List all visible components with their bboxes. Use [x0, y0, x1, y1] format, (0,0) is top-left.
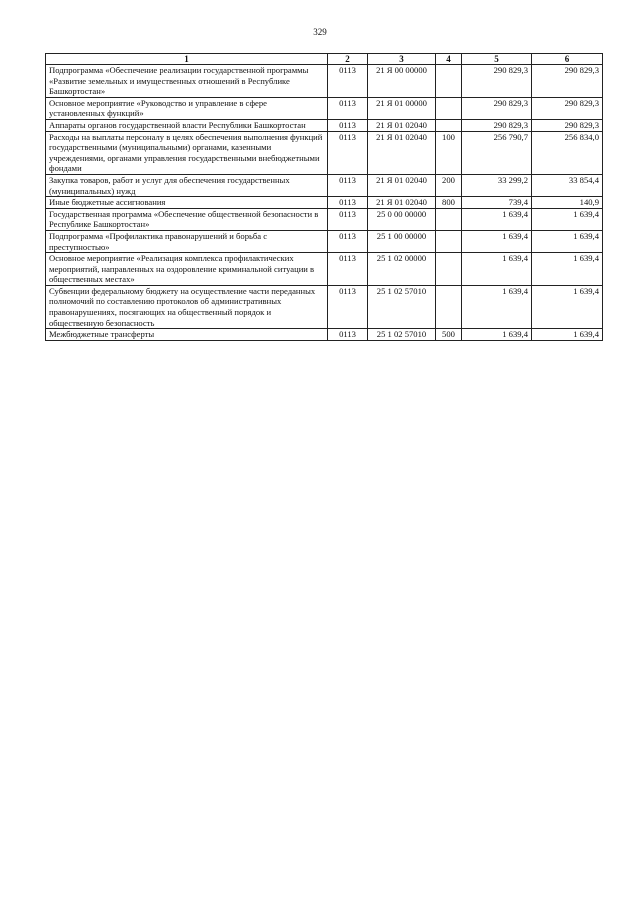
row-name: Подпрограмма «Профилактика правонарушений и борьба с преступностью»	[46, 230, 328, 252]
row-name: Аппараты органов государственной власти Республики Башкортостан	[46, 119, 328, 131]
header-col-5: 5	[462, 54, 532, 65]
budget-table	[45, 53, 603, 341]
header-col-3: 3	[368, 54, 436, 65]
row-year2: 290 829,3	[532, 97, 603, 119]
table-row	[46, 174, 603, 196]
table-row	[46, 131, 603, 174]
row-target: 21 Я 01 02040	[368, 197, 436, 209]
row-section: 0113	[328, 329, 368, 341]
row-name: Межбюджетные трансферты	[46, 329, 328, 341]
row-expense-type	[436, 65, 462, 98]
row-expense-type	[436, 230, 462, 252]
table-row	[46, 285, 603, 328]
row-target: 21 Я 01 02040	[368, 119, 436, 131]
row-expense-type	[436, 208, 462, 230]
row-name: Расходы на выплаты персоналу в целях обеспечения выполнения функций государственными (муниципальными) органами, казенными учреждениями, органами управления государственными внебюджетными фондами	[46, 131, 328, 174]
row-section: 0113	[328, 174, 368, 196]
row-year2: 1 639,4	[532, 329, 603, 341]
row-year1: 33 299,2	[462, 174, 532, 196]
row-name: Подпрограмма «Обеспечение реализации государственной программы «Развитие земельных и имущественных отношений в Республике Башкортостан»	[46, 65, 328, 98]
row-year2: 1 639,4	[532, 285, 603, 328]
table-row	[46, 97, 603, 119]
table-row	[46, 208, 603, 230]
row-expense-type: 800	[436, 197, 462, 209]
row-year2: 290 829,3	[532, 119, 603, 131]
row-name: Основное мероприятие «Реализация комплекса профилактических мероприятий, направленных на оздоровление криминальной ситуации в общественных местах»	[46, 253, 328, 286]
row-year1: 290 829,3	[462, 65, 532, 98]
row-section: 0113	[328, 208, 368, 230]
row-expense-type	[436, 119, 462, 131]
row-name: Государственная программа «Обеспечение общественной безопасности в Республике Башкортостан»	[46, 208, 328, 230]
table-row	[46, 230, 603, 252]
row-name: Закупка товаров, работ и услуг для обеспечения государственных (муниципальных) нужд	[46, 174, 328, 196]
row-name: Субвенции федеральному бюджету на осуществление части переданных полномочий по составлению протоколов об административных правонарушениях, посягающих на общественный порядок и общественную безопасность	[46, 285, 328, 328]
row-section: 0113	[328, 197, 368, 209]
row-target: 21 Я 01 02040	[368, 174, 436, 196]
row-section: 0113	[328, 131, 368, 174]
row-year2: 140,9	[532, 197, 603, 209]
page-number: 329	[313, 27, 327, 37]
row-year1: 290 829,3	[462, 119, 532, 131]
row-year1: 290 829,3	[462, 97, 532, 119]
header-col-6: 6	[532, 54, 603, 65]
row-year1: 1 639,4	[462, 230, 532, 252]
row-target: 21 Я 01 02040	[368, 131, 436, 174]
row-year2: 256 834,0	[532, 131, 603, 174]
row-year1: 1 639,4	[462, 329, 532, 341]
row-section: 0113	[328, 285, 368, 328]
row-target: 21 Я 01 00000	[368, 97, 436, 119]
header-col-2: 2	[328, 54, 368, 65]
row-expense-type	[436, 97, 462, 119]
table-row	[46, 65, 603, 98]
row-year2: 1 639,4	[532, 253, 603, 286]
table-row	[46, 119, 603, 131]
table-row	[46, 253, 603, 286]
row-section: 0113	[328, 97, 368, 119]
header-col-4: 4	[436, 54, 462, 65]
row-target: 25 1 02 57010	[368, 285, 436, 328]
row-expense-type: 100	[436, 131, 462, 174]
row-section: 0113	[328, 119, 368, 131]
row-expense-type	[436, 285, 462, 328]
row-year2: 1 639,4	[532, 208, 603, 230]
row-section: 0113	[328, 230, 368, 252]
row-name: Иные бюджетные ассигнования	[46, 197, 328, 209]
table-row	[46, 197, 603, 209]
row-target: 25 1 00 00000	[368, 230, 436, 252]
row-target: 25 0 00 00000	[368, 208, 436, 230]
row-name: Основное мероприятие «Руководство и управление в сфере установленных функций»	[46, 97, 328, 119]
table-row	[46, 329, 603, 341]
row-expense-type: 200	[436, 174, 462, 196]
row-year1: 1 639,4	[462, 285, 532, 328]
row-year1: 1 639,4	[462, 253, 532, 286]
row-year2: 1 639,4	[532, 230, 603, 252]
row-target: 25 1 02 57010	[368, 329, 436, 341]
row-year2: 290 829,3	[532, 65, 603, 98]
header-col-1: 1	[46, 54, 328, 65]
row-target: 25 1 02 00000	[368, 253, 436, 286]
row-expense-type	[436, 253, 462, 286]
row-section: 0113	[328, 253, 368, 286]
row-year1: 256 790,7	[462, 131, 532, 174]
row-section: 0113	[328, 65, 368, 98]
row-year2: 33 854,4	[532, 174, 603, 196]
row-year1: 1 639,4	[462, 208, 532, 230]
row-year1: 739,4	[462, 197, 532, 209]
row-target: 21 Я 00 00000	[368, 65, 436, 98]
table-header-row	[46, 54, 603, 65]
row-expense-type: 500	[436, 329, 462, 341]
